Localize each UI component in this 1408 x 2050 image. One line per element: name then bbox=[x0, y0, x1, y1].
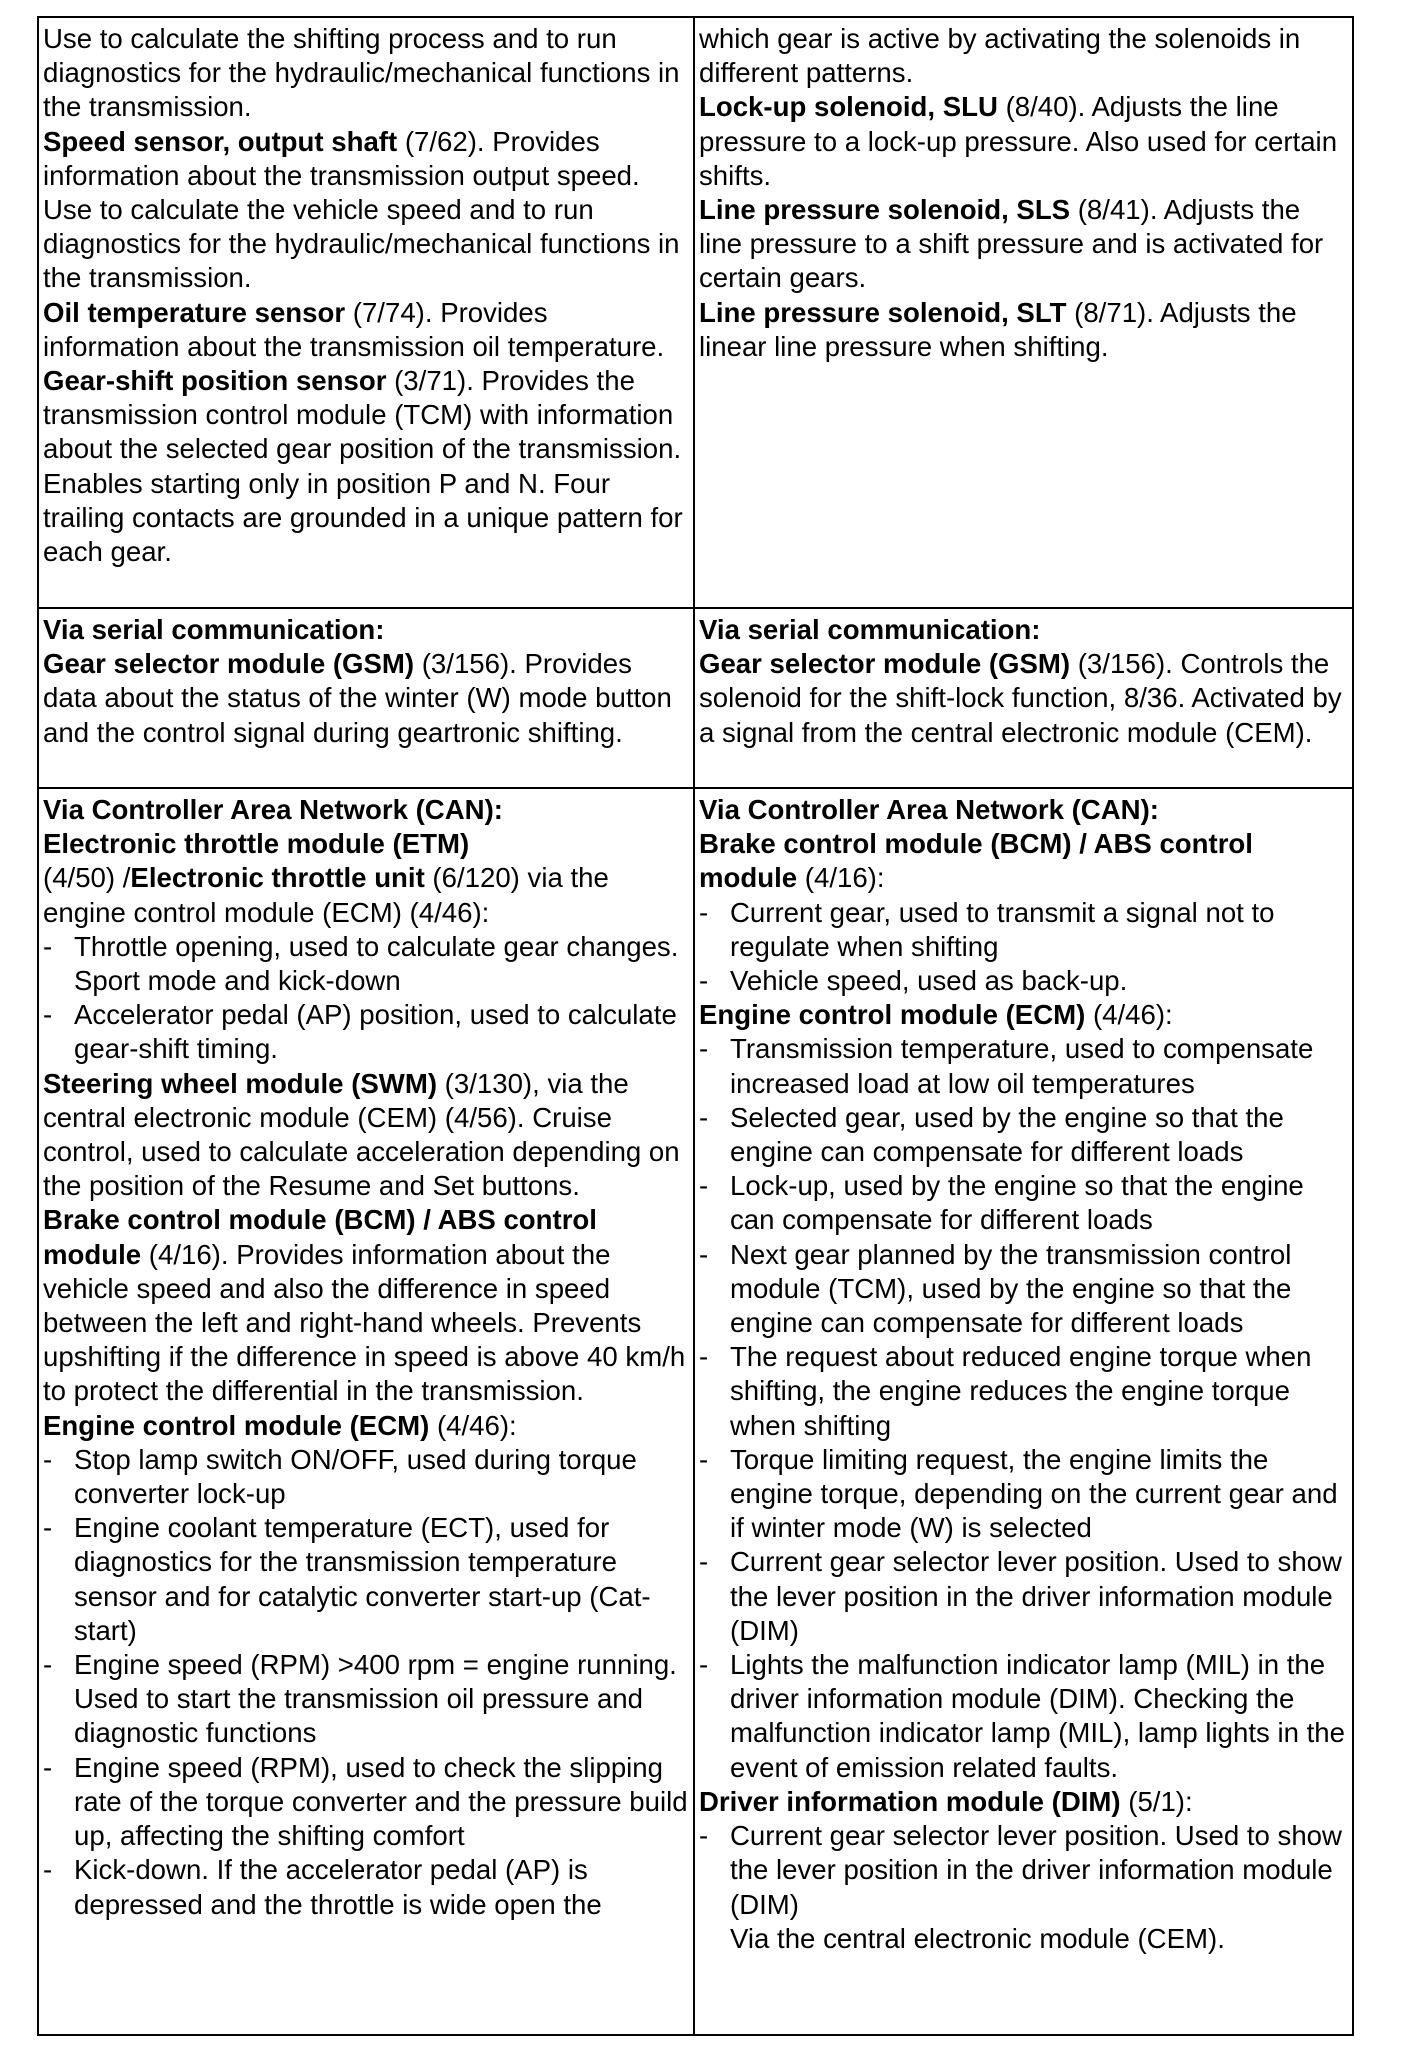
description: (6/120) via the engine control module (ECM) (4/46): bbox=[43, 862, 609, 928]
cell-can-left bbox=[38, 788, 694, 2035]
dash-bullet: - bbox=[699, 1170, 709, 1202]
list-item-text: Selected gear, used by the engine so that the engine can compensate for different loads bbox=[730, 1101, 1284, 1168]
description: (8/71). Adjusts the linear line pressure when shifting. bbox=[699, 296, 1297, 362]
dash-bullet: - bbox=[699, 1443, 709, 1475]
description: (3/130), via the central electronic module (CEM) (4/56). Cruise control, used to calculate acceleration depending on the position of the Resume and Set buttons. bbox=[43, 1067, 680, 1202]
list-item bbox=[699, 1648, 1348, 1785]
term: Electronic throttle unit bbox=[130, 862, 425, 894]
dash-bullet: - bbox=[43, 1854, 53, 1886]
list-item bbox=[43, 1648, 689, 1751]
paragraph bbox=[699, 193, 1348, 296]
paragraph bbox=[699, 90, 1348, 193]
paragraph bbox=[699, 647, 1348, 750]
list-item-text: Engine speed (RPM) >400 rpm = engine running. Used to start the transmission oil pressure and diagnostic functions bbox=[74, 1649, 677, 1749]
dash-bullet: - bbox=[43, 1512, 53, 1544]
term: Electronic throttle module (ETM) bbox=[43, 828, 470, 860]
list-item bbox=[43, 1853, 689, 1921]
list-item bbox=[699, 1169, 1348, 1237]
paragraph bbox=[43, 125, 689, 296]
dash-spacer bbox=[699, 1922, 730, 1956]
dash-bullet: - bbox=[43, 1649, 53, 1681]
description: (4/16): bbox=[797, 862, 885, 894]
list-item bbox=[43, 1511, 689, 1648]
list-item-text: Transmission temperature, used to compensate increased load at low oil temperatures bbox=[730, 1033, 1314, 1099]
list-item-text: Current gear selector lever position. Used to show the lever position in the driver information module (DIM) bbox=[730, 1546, 1342, 1646]
list-item-text: The request about reduced engine torque when shifting, the engine reduces the engine torque when shifting bbox=[730, 1341, 1312, 1441]
paragraph bbox=[699, 296, 1348, 364]
paragraph bbox=[699, 998, 1348, 1032]
dash-bullet: - bbox=[699, 965, 709, 997]
list-item bbox=[699, 1101, 1348, 1169]
cell-can-right bbox=[694, 788, 1353, 2035]
description: (4/16). Provides information about the vehicle speed and also the difference in speed between the left and right-hand wheels. Prevents upshifting if the difference in speed is above 40 km/h to protect the differential in the transmission. bbox=[43, 1238, 686, 1407]
term: Line pressure solenoid, SLT bbox=[699, 296, 1067, 328]
list-item bbox=[699, 896, 1348, 964]
list-item-text: Accelerator pedal (AP) position, used to calculate gear-shift timing. bbox=[74, 999, 677, 1065]
description: (3/71). Provides the transmission control module (TCM) with information about the selected gear position of the transmission. Enables starting only in position P and N. Four trailing contacts are grounded in a unique pattern for each gear. bbox=[43, 365, 683, 568]
list-item bbox=[699, 1340, 1348, 1443]
spec-table bbox=[37, 16, 1354, 2036]
dash-bullet: - bbox=[699, 1341, 709, 1373]
list-item-text: Throttle opening, used to calculate gear changes. Sport mode and kick-down bbox=[74, 930, 679, 997]
dash-bullet: - bbox=[699, 1101, 709, 1133]
cell-serial-right bbox=[694, 608, 1353, 788]
section-heading: Via serial communication: bbox=[699, 614, 1041, 645]
list-item bbox=[699, 1545, 1348, 1648]
term: Gear selector module (GSM) bbox=[699, 648, 1071, 680]
list-item bbox=[43, 1751, 689, 1854]
list-item-text: Engine coolant temperature (ECT), used for diagnostics for the transmission temperature sensor and for catalytic converter start-up (Cat-start) bbox=[74, 1512, 651, 1646]
dash-bullet: - bbox=[699, 1033, 709, 1065]
list-item-text: Current gear, used to transmit a signal not to regulate when shifting bbox=[730, 896, 1275, 962]
table-row bbox=[38, 608, 1353, 788]
list-item-text: Lock-up, used by the engine so that the engine can compensate for different loads bbox=[730, 1170, 1304, 1236]
table-row bbox=[38, 788, 1353, 2035]
paragraph bbox=[43, 296, 689, 364]
description: (5/1): bbox=[1120, 1785, 1193, 1817]
list-item-text: Engine speed (RPM), used to check the slipping rate of the torque converter and the pressure build up, affecting the shifting comfort bbox=[74, 1751, 688, 1852]
list-item bbox=[43, 930, 689, 998]
description: (4/46): bbox=[1085, 999, 1173, 1031]
dash-bullet: - bbox=[699, 1546, 709, 1578]
dash-bullet: - bbox=[43, 1443, 53, 1475]
description: (3/156). Controls the solenoid for the shift-lock function, 8/36. Activated by a signal from the central electronic module (CEM). bbox=[699, 648, 1342, 748]
term: Lock-up solenoid, SLU bbox=[699, 91, 998, 123]
dash-bullet: - bbox=[699, 1820, 709, 1852]
description: (8/40). Adjusts the line pressure to a lock-up pressure. Also used for certain shifts. bbox=[699, 91, 1338, 191]
list-item-text: Lights the malfunction indicator lamp (MIL) in the driver information module (DIM). Checking the malfunction indicator lamp (MIL), lamp lights in the event of emission related faults. bbox=[730, 1649, 1345, 1783]
list-item bbox=[699, 1819, 1348, 1922]
paragraph bbox=[43, 364, 689, 569]
term: Line pressure solenoid, SLS bbox=[699, 194, 1071, 226]
list-item-text: Current gear selector lever position. Used to show the lever position in the driver information module (DIM) bbox=[730, 1820, 1342, 1920]
description: (4/50) / bbox=[43, 862, 131, 894]
list-item bbox=[699, 1032, 1348, 1100]
dash-bullet: - bbox=[43, 1751, 53, 1783]
term: Engine control module (ECM) bbox=[699, 999, 1086, 1031]
list-item-text: Kick-down. If the accelerator pedal (AP) is depressed and the throttle is wide open the bbox=[74, 1854, 602, 1920]
dash-bullet: - bbox=[699, 1649, 709, 1681]
list-item-text: Torque limiting request, the engine limits the engine torque, depending on the current gear and if winter mode (W) is selected bbox=[730, 1443, 1338, 1544]
cell-solenoids-right bbox=[694, 17, 1353, 608]
paragraph bbox=[43, 1409, 689, 1443]
description: (3/156). Provides data about the status of the winter (W) mode button and the control signal during geartronic shifting. bbox=[43, 648, 672, 748]
list-item-text: Via the central electronic module (CEM). bbox=[730, 1922, 1225, 1954]
list-item-text: Vehicle speed, used as back-up. bbox=[730, 965, 1128, 997]
term: Steering wheel module (SWM) bbox=[43, 1067, 438, 1099]
list-item bbox=[699, 964, 1348, 998]
description: (8/41). Adjusts the line pressure to a shift pressure and is activated for certain gears. bbox=[699, 194, 1324, 294]
list-item-text: Stop lamp switch ON/OFF, used during torque converter lock-up bbox=[74, 1443, 637, 1510]
list-item bbox=[43, 1443, 689, 1511]
list-item-text: Next gear planned by the transmission control module (TCM), used by the engine so that the engine can compensate for different loads bbox=[730, 1238, 1292, 1339]
paragraph bbox=[43, 1203, 689, 1408]
term: Driver information module (DIM) bbox=[699, 1785, 1121, 1817]
list-item bbox=[699, 1443, 1348, 1546]
term: Speed sensor, output shaft bbox=[43, 125, 398, 157]
term: Brake control module (BCM) / ABS control module bbox=[699, 828, 1253, 894]
table-row bbox=[38, 17, 1353, 608]
term: Engine control module (ECM) bbox=[43, 1409, 430, 1441]
term: Gear-shift position sensor bbox=[43, 365, 387, 397]
section-heading: Via serial communication: bbox=[43, 614, 385, 645]
intro-text: which gear is active by activating the solenoids in different patterns. bbox=[699, 23, 1301, 89]
paragraph bbox=[43, 827, 689, 930]
section-heading: Via Controller Area Network (CAN): bbox=[43, 794, 503, 825]
description: (7/62). Provides information about the transmission output speed. Use to calculate the vehicle speed and to run diagnostics for the hydraulic/mechanical functions in the transmission. bbox=[43, 125, 680, 294]
paragraph bbox=[699, 827, 1348, 895]
term: Brake control module (BCM) / ABS control module bbox=[43, 1204, 597, 1270]
term: Gear selector module (GSM) bbox=[43, 648, 415, 680]
section-heading: Via Controller Area Network (CAN): bbox=[699, 794, 1159, 825]
dash-bullet: - bbox=[43, 999, 53, 1031]
list-item bbox=[699, 1922, 1348, 1956]
paragraph bbox=[43, 647, 689, 750]
intro-text: Use to calculate the shifting process and to run diagnostics for the hydraulic/mechanical functions in the transmission. bbox=[43, 23, 680, 123]
dash-bullet: - bbox=[43, 930, 53, 962]
description: (7/74). Provides information about the transmission oil temperature. bbox=[43, 296, 665, 362]
list-item bbox=[43, 998, 689, 1066]
list-item bbox=[699, 1238, 1348, 1341]
cell-serial-left bbox=[38, 608, 694, 788]
dash-bullet: - bbox=[699, 1238, 709, 1270]
cell-sensors-left bbox=[38, 17, 694, 608]
dash-bullet: - bbox=[699, 896, 709, 928]
paragraph bbox=[699, 1785, 1348, 1819]
term: Oil temperature sensor bbox=[43, 296, 346, 328]
paragraph bbox=[43, 1067, 689, 1204]
description: (4/46): bbox=[429, 1409, 517, 1441]
